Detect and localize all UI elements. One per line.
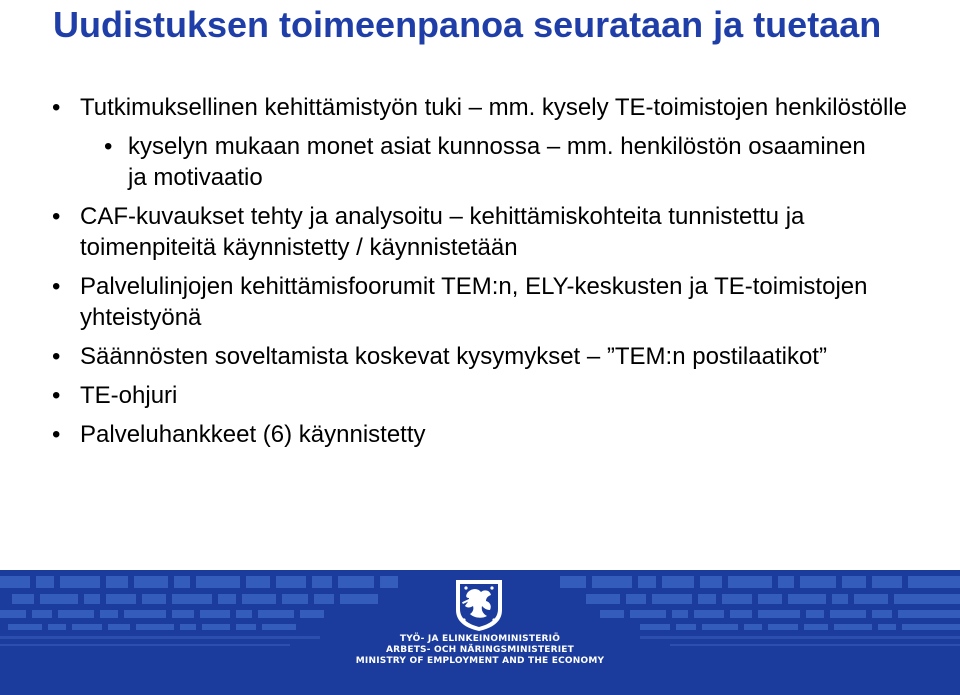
bullet-text: Palvelulinjojen kehittämisfoorumit TEM:n, ELY-keskusten ja TE-toimistojen yhteistyönä	[80, 273, 868, 331]
bullet-text: Säännösten soveltamista koskevat kysymykset – ”TEM:n postilaatikot”	[80, 343, 827, 370]
bullet-list	[0, 92, 960, 458]
bullet-dot-icon: •	[52, 273, 61, 300]
bullet-text: kyselyn mukaan monet asiat kunnossa – mm. henkilöstön osaaminen ja motivaatio	[128, 133, 866, 191]
bullet-item	[0, 341, 910, 372]
bullet-text: Palveluhankkeet (6) käynnistetty	[80, 421, 426, 448]
bullet-dot-icon: •	[52, 421, 61, 448]
slide-title: Uudistuksen toimeenpanoa seurataan ja tuetaan	[53, 4, 882, 45]
bullet-item	[0, 92, 910, 123]
bullet-item	[0, 419, 910, 450]
finnish-lion-crest-icon	[448, 576, 510, 632]
bullet-item	[0, 201, 910, 263]
bullet-dot-icon: •	[104, 133, 113, 160]
bullet-text: TE-ohjuri	[80, 382, 178, 409]
bullet-text: Tutkimuksellinen kehittämistyön tuki – mm. kysely TE-toimistojen henkilöstölle	[80, 94, 907, 121]
footer-band	[0, 570, 960, 695]
ministry-name	[330, 634, 630, 667]
ministry-name-finnish: TYÖ- JA ELINKEINOMINISTERIÖ	[399, 634, 561, 644]
bullet-item	[0, 271, 910, 333]
bullet-dot-icon: •	[52, 382, 61, 409]
ministry-name-swedish: ARBETS- OCH NÄRINGSMINISTERIET	[385, 645, 574, 655]
bullet-dot-icon: •	[52, 94, 61, 121]
ministry-name-english: MINISTRY OF EMPLOYMENT AND THE ECONOMY	[355, 656, 605, 666]
bullet-dot-icon: •	[52, 203, 61, 230]
bullet-item	[0, 380, 910, 411]
bullet-text: CAF-kuvaukset tehty ja analysoitu – kehittämiskohteita tunnistettu ja toimenpiteitä käynnistetty / käynnistetään	[80, 203, 805, 261]
sub-bullet-item	[0, 131, 888, 193]
bullet-dot-icon: •	[52, 343, 61, 370]
